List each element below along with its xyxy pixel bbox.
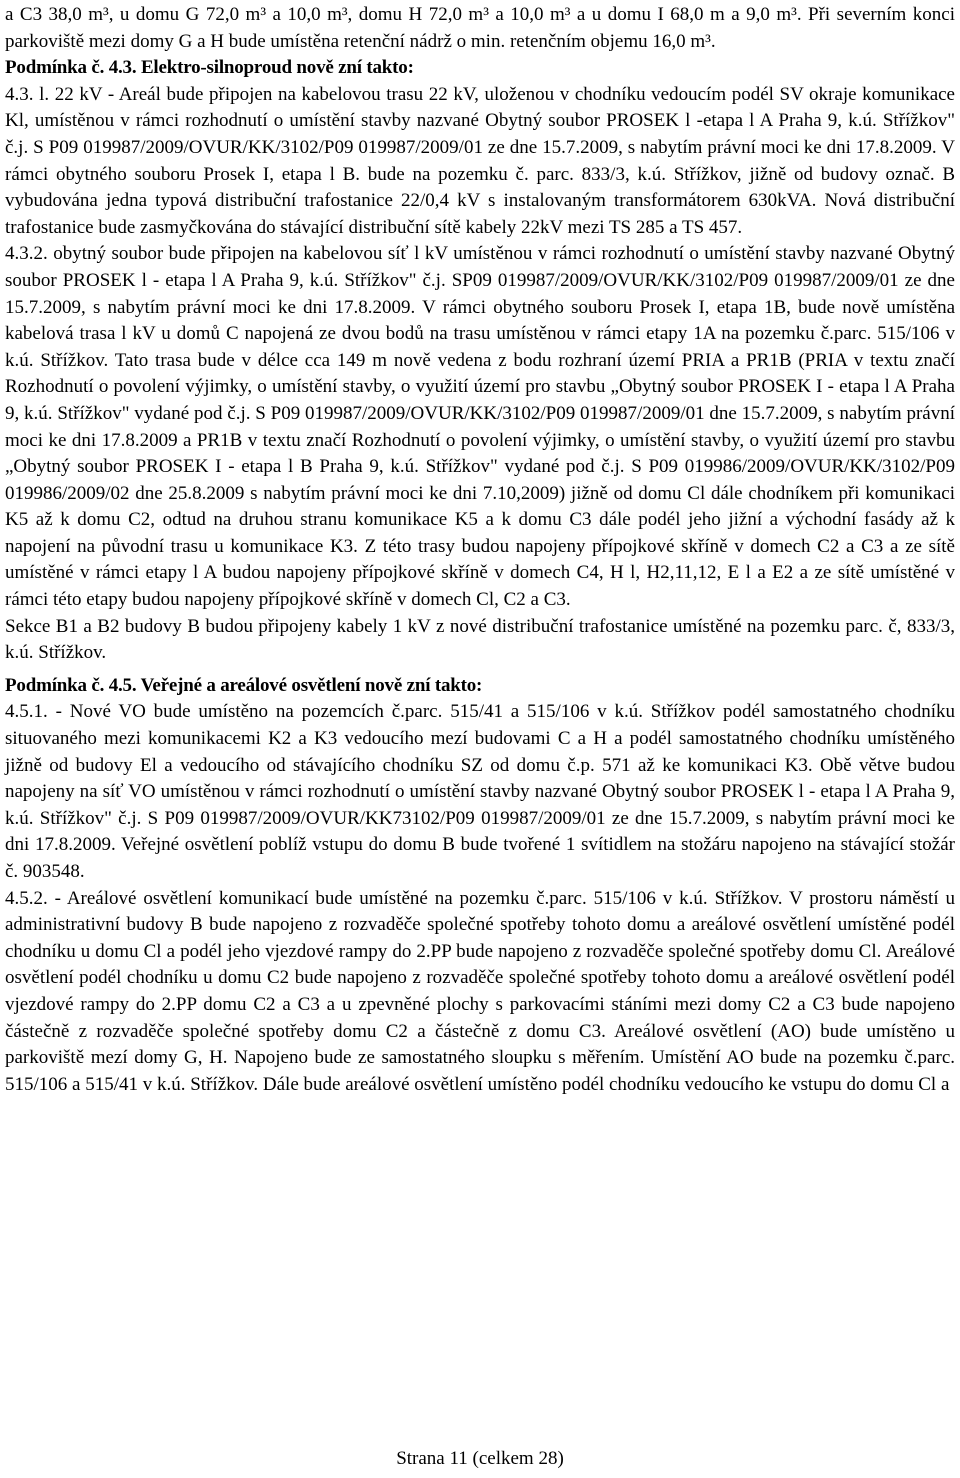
- paragraph-4-3-2: 4.3.2. obytný soubor bude připojen na kabelovou síť l kV umístěnou v rámci rozhodnutí o umístění stavby nazvané Obytný soubor PROSEK l - etapa l A Praha 9, k.ú. Střížkov" č.j. SP09 019987/2009/OVUR/KK/3102/P09 019987/2009/01 ze dne 15.7.2009, s nabytím právní moci ke dni 17.8.2009. V rámci obytného souboru Prosek I, etapa 1B, bude nově umístěna kabelová trasa l kV u domů C napojená ze dvou bodů na trasu umístěnou v rámci etapy 1A na pozemku č.parc. 515/106 v k.ú. Střížkov. Tato trasa bude v délce cca 149 m nově vedena z bodu rozhraní území PRIA a PR1B (PRIA v textu značí Rozhodnutí o povolení výjimky, o umístění stavby, o využití území pro stavbu „Obytný soubor PROSEK I - etapa l A Praha 9, k.ú. Střížkov" vydané pod č.j. S P09 019987/2009/OVUR/KK/3102/P09 019987/2009/01 dne 15.7.2009, s nabytím právní moci ke dni 17.8.2009 a PR1B v textu značí Rozhodnutí o povolení výjimky, o umístění stavby, o využití území pro stavbu „Obytný soubor PROSEK I - etapa l B Praha 9, k.ú. Střížkov" vydané pod č.j. S P09 019986/2009/OVUR/KK/3102/P09 019986/2009/02 dne 25.8.2009 s nabytím právní moci ke dni 7.10,2009) jižně od domu Cl dále chodníkem při komunikaci K5 až k domu C2, odtud na druhou stranu komunikace K5 a k domu C3 dále podél jeho jižní a východní fasády až k napojení na původní trasu u komunikace K3. Z této trasy budou napojeny přípojkové skříně v domech C2 a C3 a ze sítě umístěné v rámci etapy l A budou napojeny přípojkové skříně v domech C4, H l, H2,11,12, E l a E2 a ze sítě umístěné v rámci této etapy budou napojeny přípojkové skříně v domech Cl, C2 a C3.: [5, 243, 955, 611]
- page-footer: Strana 11 (celkem 28): [396, 1448, 564, 1469]
- paragraph-section-b1-b2: Sekce B1 a B2 budovy B budou připojeny kabely 1 kV z nové distribuční trafostanice umístěné na pozemku parc. č, 833/3, k.ú. Střížkov.: [5, 615, 955, 664]
- heading-condition-4-5: Podmínka č. 4.5. Veřejné a areálové osvětlení nově zní takto:: [5, 674, 483, 696]
- paragraph-retention-volumes: a C3 38,0 m³, u domu G 72,0 m³ a 10,0 m³, domu H 72,0 m³ a 10,0 m³ a u domu I 68,0 m a 9,0 m³. Při severním konci parkoviště mezi domy G a H bude umístěna retenční nádrž o min. retenčním objemu 16,0 m³.: [5, 4, 955, 52]
- paragraph-4-5-1: 4.5.1. - Nové VO bude umístěno na pozemcích č.parc. 515/41 a 515/106 v k.ú. Střížkov podél samostatného chodníku situovaného mezi komunikacemi K2 a K3 vedoucího mezí budovami C a H a podél samostatného chodníku umístěného jižně od budovy El a vedoucího od stávajícího chodníku SZ od domu č.p. 571 až ke komunikaci K3. Obě větve budou napojeny na síť VO umístěnou v rámci rozhodnutí o umístění stavby nazvané Obytný soubor PROSEK l - etapa l A Praha 9, k.ú. Střížkov" č.j. S P09 019987/2009/OVUR/KK73102/P09 019987/2009/01 ze dne 15.7.2009, s nabytím právní moci ke dni 17.8.2009. Veřejné osvětlení poblíž vstupu do domu B bude tvořené 1 svítidlem na stožáru napojeno na stávající stožár č. 903548.: [5, 701, 955, 882]
- paragraph-4-5-2: 4.5.2. - Areálové osvětlení komunikací bude umístěné na pozemku č.parc. 515/106 v k.ú. Střížkov. V prostoru náměstí u administrativní budovy B bude napojeno z rozvaděče společné spotřeby tohoto domu a areálové osvětlení umístěné podél chodníku u domu Cl a podél jeho vjezdové rampy do 2.PP bude napojeno z rozvaděče společné spotřeby domu Cl. Areálové osvětlení podél chodníku u domu C2 bude napojeno z rozvaděče společné spotřeby tohoto domu a areálové osvětlení podél vjezdové rampy do 2.PP domu C2 a C3 a u zpevněné plochy s parkovacími stáními mezi domy C2 a C3 bude napojeno částečně z rozvaděče společné spotřeby domu C2 a částečně z domu C3. Areálové osvětlení (AO) bude umístěno u parkoviště mezí domy G, H. Napojeno bude ze samostatného sloupku s měřením. Umístění AO bude na pozemku č.parc. 515/106 a 515/41 v k.ú. Střížkov. Dále bude areálové osvětlení umístěno podél chodníku vedoucího ke vstupu do domu Cl a: [5, 887, 955, 1095]
- paragraph-4-3-1: 4.3. l. 22 kV - Areál bude připojen na kabelovou trasu 22 kV, uloženou v chodníku vedoucím podél SV okraje komunikace Kl, umístěnou v rámci rozhodnutí o umístění stavby nazvané Obytný soubor PROSEK l -etapa l A Praha 9, k.ú. Střížkov" č.j. S P09 019987/2009/OVUR/KK/3102/P09 019987/2009/01 ze dne 15.7.2009, s nabytím právní moci ke dni 17.8.2009. V rámci obytného souboru Prosek I, etapa l B. bude na pozemku č. parc. 833/3, k.ú. Střížkov, jižně od budovy označ. B vybudována jedna typová distribuční trafostanice 22/0,4 kV s instalovaným transformátorem 630kVA. Nová distribuční trafostanice bude zasmyčkována do stávající distribuční sítě kabely 22kV mezi TS 285 a TS 457.: [5, 83, 955, 238]
- document-body: [5, 2, 955, 1098]
- heading-condition-4-3: Podmínka č. 4.3. Elektro-silnoproud nově zní takto:: [5, 57, 414, 79]
